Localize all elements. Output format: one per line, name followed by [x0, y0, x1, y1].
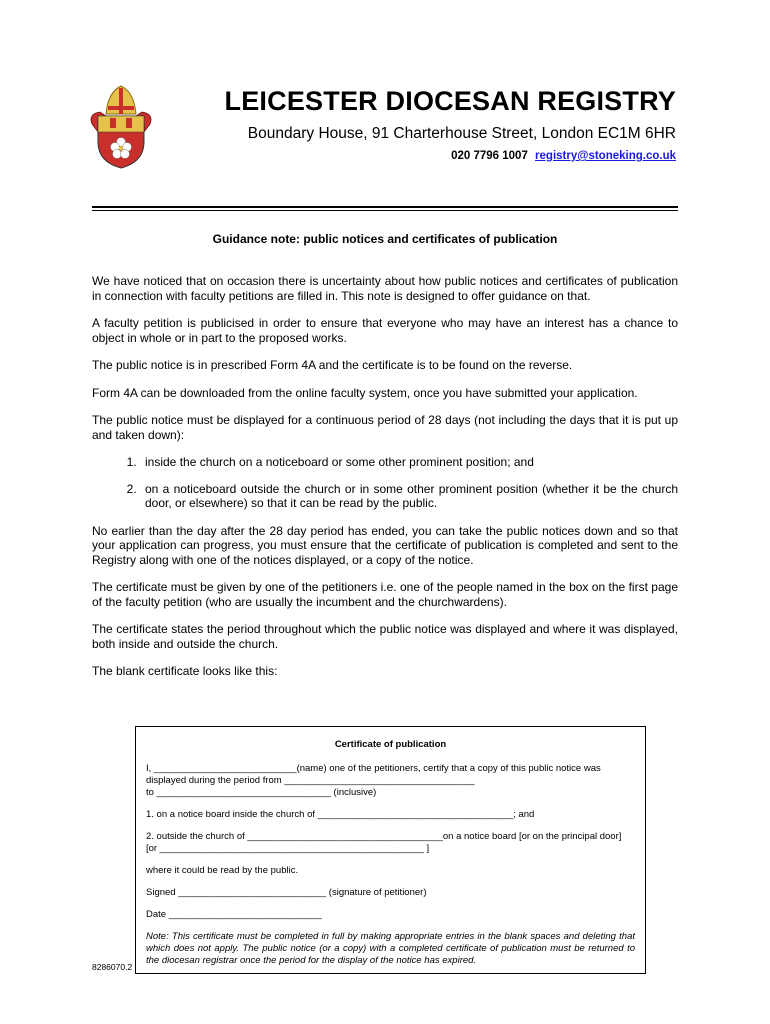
- registry-phone: 020 7796 1007: [451, 150, 528, 162]
- page-title: LEICESTER DIOCESAN REGISTRY: [224, 86, 676, 116]
- certificate-to-line: to _________________________________ (inclusive): [146, 787, 377, 798]
- registry-email-link[interactable]: registry@stoneking.co.uk: [535, 150, 676, 162]
- paragraph: The certificate states the period throughout which the public notice was displayed and where it was displayed, both inside and outside the church.: [92, 622, 678, 651]
- paragraph: A faculty petition is publicised in order to ensure that everyone who may have an interest has a chance to object in whole or in part to the proposed works.: [92, 316, 678, 345]
- certificate-line: [146, 763, 635, 799]
- registry-contact: [150, 150, 676, 162]
- diocesan-crest-icon: [86, 84, 156, 170]
- guidance-title: Guidance note: public notices and certificates of publication: [212, 232, 558, 246]
- guidance-body: [92, 274, 678, 692]
- certificate-note: Note: This certificate must be completed in full by making appropriate entries in the blank spaces and deleting that which does not apply. The public notice (or a copy) with a completed certificate of publication must be returned to the diocesan registrar once the period for the display of the notice has expired.: [146, 931, 635, 966]
- certificate-name-line: I, ___________________________(name) one of the petitioners, certify that a copy of this public notice was displayed during the period from ____________________________________: [146, 763, 601, 786]
- certificate-signed-line: Signed ____________________________ (signature of petitioner): [146, 887, 427, 898]
- document-reference: 8286070.2: [92, 962, 133, 972]
- header-divider-thin: [92, 210, 678, 211]
- certificate-title: Certificate of publication: [334, 739, 447, 750]
- header-divider: [92, 206, 678, 208]
- paragraph: Form 4A can be downloaded from the online faculty system, once you have submitted your application.: [92, 385, 638, 400]
- certificate-box: [135, 726, 646, 974]
- paragraph: The certificate must be given by one of the petitioners i.e. one of the people named in the box on the first page of the faculty petition (who are usually the incumbent and the churchwardens).: [92, 580, 678, 609]
- paragraph: We have noticed that on occasion there is uncertainty about how public notices and certificates of publication in connection with faculty petitions are filled in. This note is designed to offer guidance on that.: [92, 274, 678, 303]
- certificate-outside-line: 2. outside the church of _____________________________________on a notice board [or on the principal door] [or __________________________________________________ ]: [146, 831, 622, 854]
- paragraph: The public notice must be displayed for a continuous period of 28 days (not including the days that it is put up and taken down):: [92, 413, 678, 442]
- list-item: 2. on a noticeboard outside the church or in some other prominent position (whether it be the church door, or elsewhere) so that it can be read by the public.: [140, 482, 678, 511]
- certificate-public-line: where it could be read by the public.: [146, 865, 299, 876]
- registry-address: Boundary House, 91 Charterhouse Street, London EC1M 6HR: [247, 125, 676, 142]
- paragraph: No earlier than the day after the 28 day period has ended, you can take the public notices down and so that your application can progress, you must ensure that the certificate of publication is completed and sent to the Registry along with one of the notices displayed, or a copy of the notice.: [92, 523, 678, 567]
- certificate-date-line: Date _____________________________: [146, 909, 322, 920]
- certificate-inside-line: 1. on a notice board inside the church of _____________________________________; and: [146, 809, 535, 820]
- display-locations-list: [92, 455, 678, 511]
- paragraph: The blank certificate looks like this:: [92, 664, 278, 678]
- list-item: 1. inside the church on a noticeboard or some other prominent position; and: [140, 455, 678, 470]
- paragraph: The public notice is in prescribed Form 4A and the certificate is to be found on the reverse.: [92, 358, 573, 372]
